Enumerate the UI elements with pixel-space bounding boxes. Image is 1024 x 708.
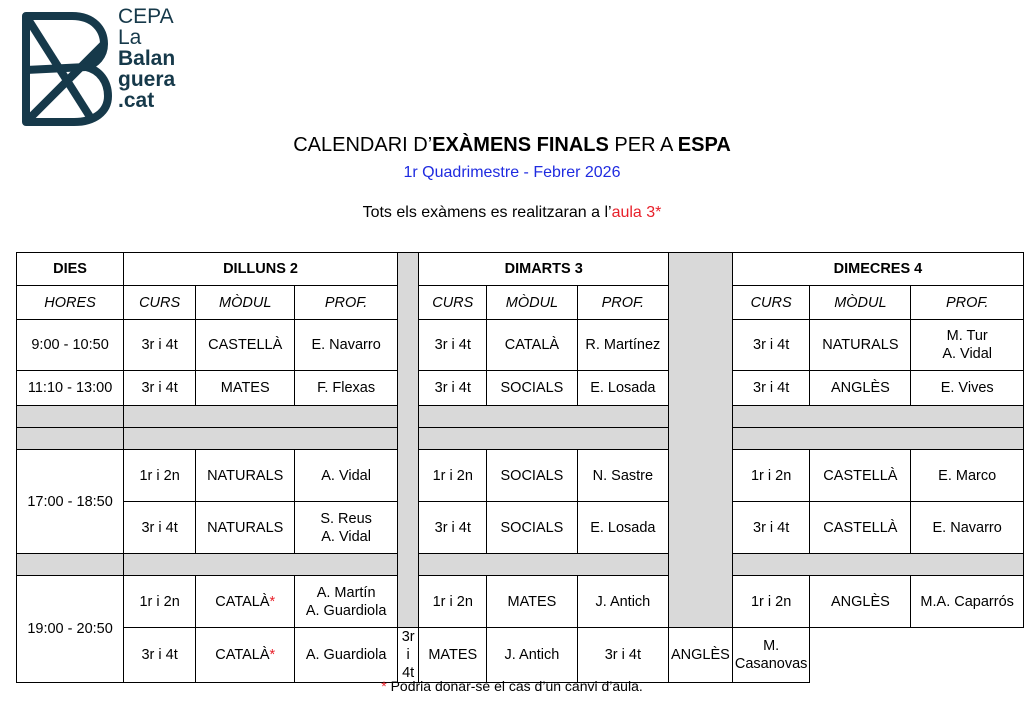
title-part-bold: ESPA: [677, 134, 731, 156]
modul-text: CASTELLÀ: [823, 467, 898, 484]
modul-cell: [487, 371, 577, 406]
modul-text: CATALÀ: [504, 337, 560, 353]
curs-cell: 3r i 4t: [124, 320, 196, 371]
prof-name: A. Martín: [316, 584, 376, 601]
prof-cell: [911, 371, 1024, 406]
logo-line: CEPA: [118, 5, 174, 28]
prof-name: A. Vidal: [942, 346, 993, 362]
modul-text: SOCIALS: [500, 519, 564, 536]
logo-line: guera: [118, 68, 176, 91]
footnote-star: *: [381, 678, 387, 694]
prof-name: M. Tur: [946, 328, 988, 344]
modul-text: ANGLÈS: [830, 593, 890, 610]
modul-cell: [196, 502, 295, 554]
hores-header: HORES: [17, 286, 124, 320]
prof-name: N. Sastre: [592, 467, 654, 484]
prof-cell: [577, 450, 668, 502]
curs-cell: 3r i 4t: [397, 628, 418, 683]
logo-line: Balan: [118, 47, 176, 70]
prof-cell: [577, 576, 668, 628]
prof-name: R. Martínez: [585, 337, 661, 353]
modul-text: CATALÀ: [215, 593, 270, 610]
modul-cell: [810, 371, 911, 406]
separator-row: [17, 428, 1024, 450]
prof-name: F. Flexas: [317, 380, 376, 396]
dies-header: DIES: [17, 253, 124, 286]
modul-text: MATES: [428, 647, 478, 663]
modul-cell: [419, 628, 487, 683]
modul-cell: [810, 320, 911, 371]
prof-cell: [577, 371, 668, 406]
prof-cell: [911, 576, 1024, 628]
logo-wordmark: [118, 6, 175, 111]
title-part: PER A: [608, 134, 678, 156]
separator-cell: [419, 406, 669, 428]
separator-cell: [732, 428, 1023, 450]
prof-cell: [295, 502, 398, 554]
table-subheader-row: [17, 286, 1024, 320]
modul-cell: [196, 576, 295, 628]
modul-cell: [196, 371, 295, 406]
modul-header: MÒDUL: [487, 286, 577, 320]
modul-cell: [669, 628, 733, 683]
modul-text: NATURALS: [207, 519, 284, 536]
modul-text: NATURALS: [822, 337, 899, 353]
curs-cell: 3r i 4t: [124, 628, 196, 683]
curs-cell: 1r i 2n: [124, 576, 196, 628]
time-cell: 11:10 - 13:00: [17, 371, 124, 406]
curs-header: CURS: [419, 286, 487, 320]
prof-header: PROF.: [911, 286, 1024, 320]
note-text: Tots els exàmens es realitzaran a l’: [362, 204, 612, 221]
time-cell: 19:00 - 20:50: [17, 576, 124, 683]
prof-name: E. Navarro: [311, 337, 381, 353]
prof-cell: [295, 371, 398, 406]
separator-cell: [419, 554, 669, 576]
curs-cell: 3r i 4t: [577, 628, 668, 683]
prof-name: A. Vidal: [321, 528, 371, 545]
curs-cell: 1r i 2n: [419, 450, 487, 502]
modul-text: CASTELLÀ: [823, 519, 898, 536]
note-highlight: aula 3*: [611, 204, 662, 221]
modul-star: *: [269, 593, 276, 610]
separator-cell: [17, 554, 124, 576]
modul-header: MÒDUL: [810, 286, 911, 320]
prof-cell: [295, 628, 398, 683]
prof-name: A. Vidal: [321, 467, 371, 484]
day-header: DIMARTS 3: [419, 253, 669, 286]
exam-schedule-table: [16, 252, 1024, 683]
curs-cell: 3r i 4t: [124, 502, 196, 554]
separator-row: [17, 406, 1024, 428]
separator-cell: [124, 406, 398, 428]
prof-name: J. Antich: [595, 593, 651, 610]
prof-cell: [577, 320, 668, 371]
prof-cell: [577, 502, 668, 554]
modul-header: MÒDUL: [196, 286, 295, 320]
day-header: DIMECRES 4: [732, 253, 1023, 286]
modul-star: *: [269, 647, 276, 663]
curs-cell: 1r i 2n: [732, 576, 810, 628]
table-row: [17, 371, 1024, 406]
prof-name: M.A. Caparrós: [920, 593, 1014, 610]
prof-cell: [911, 450, 1024, 502]
curs-cell: 3r i 4t: [419, 502, 487, 554]
modul-text: CASTELLÀ: [208, 337, 283, 353]
modul-cell: [810, 576, 911, 628]
curs-header: CURS: [732, 286, 810, 320]
logo-line: .cat: [118, 89, 155, 112]
time-cell: 17:00 - 18:50: [17, 450, 124, 554]
separator-cell: [124, 428, 398, 450]
modul-cell: [487, 320, 577, 371]
curs-cell: 1r i 2n: [124, 450, 196, 502]
modul-text: ANGLÈS: [830, 380, 890, 396]
separator-cell: [419, 428, 669, 450]
modul-text: SOCIALS: [500, 467, 564, 484]
modul-text: ANGLÈS: [671, 647, 730, 663]
logo-b-mark-icon: [20, 10, 112, 126]
separator-row: [17, 554, 1024, 576]
title-part-bold: EXÀMENS FINALS: [432, 134, 609, 156]
prof-name: S. Reus: [320, 510, 372, 527]
separator-cell: [124, 554, 398, 576]
modul-cell: [487, 576, 577, 628]
table-row: [17, 450, 1024, 502]
title-part: CALENDARI D’: [293, 134, 433, 156]
prof-header: PROF.: [295, 286, 398, 320]
prof-cell: [295, 320, 398, 371]
prof-name: J. Antich: [504, 647, 560, 663]
column-gap: [669, 253, 733, 628]
table-row: [17, 320, 1024, 371]
modul-text: NATURALS: [207, 467, 284, 484]
modul-cell: [196, 320, 295, 371]
column-gap: [397, 253, 418, 628]
page-title: [0, 133, 1024, 157]
prof-name: M. Casanovas: [734, 638, 808, 672]
prof-name: E. Vives: [940, 380, 994, 396]
footnote: [0, 678, 1024, 694]
curs-cell: 3r i 4t: [124, 371, 196, 406]
curs-cell: 3r i 4t: [732, 320, 810, 371]
modul-cell: [810, 450, 911, 502]
modul-text: CATALÀ: [215, 647, 270, 663]
modul-cell: [487, 502, 577, 554]
prof-name: E. Losada: [590, 519, 656, 536]
table-row: [17, 628, 1024, 683]
day-header: DILLUNS 2: [124, 253, 398, 286]
curs-cell: 1r i 2n: [732, 450, 810, 502]
modul-text: SOCIALS: [500, 380, 564, 396]
modul-text: MATES: [507, 593, 557, 610]
prof-header: PROF.: [577, 286, 668, 320]
prof-cell: [295, 576, 398, 628]
curs-header: CURS: [124, 286, 196, 320]
prof-cell: [911, 502, 1024, 554]
prof-cell: [911, 320, 1024, 371]
prof-name: E. Marco: [938, 467, 997, 484]
curs-cell: 3r i 4t: [732, 502, 810, 554]
prof-cell: [487, 628, 577, 683]
modul-cell: [196, 450, 295, 502]
prof-name: E. Navarro: [932, 519, 1002, 536]
curs-cell: 3r i 4t: [419, 371, 487, 406]
separator-cell: [732, 406, 1023, 428]
location-note: [0, 204, 1024, 222]
prof-name: A. Guardiola: [305, 647, 387, 663]
separator-cell: [17, 406, 124, 428]
time-cell: 9:00 - 10:50: [17, 320, 124, 371]
separator-cell: [17, 428, 124, 450]
curs-cell: 3r i 4t: [732, 371, 810, 406]
modul-cell: [196, 628, 295, 683]
logo: [20, 6, 205, 126]
table-header-row: [17, 253, 1024, 286]
prof-cell: [732, 628, 810, 683]
prof-cell: [295, 450, 398, 502]
footnote-text: Podria donar-se el cas d’un canvi d’aula.: [386, 678, 643, 694]
modul-cell: [487, 450, 577, 502]
prof-name: A. Guardiola: [305, 602, 387, 619]
curs-cell: 3r i 4t: [419, 320, 487, 371]
page-subtitle: 1r Quadrimestre - Febrer 2026: [403, 164, 621, 181]
curs-cell: 1r i 2n: [419, 576, 487, 628]
prof-name: E. Losada: [590, 380, 656, 396]
logo-line: La: [118, 26, 142, 49]
separator-cell: [732, 554, 1023, 576]
table-row: [17, 576, 1024, 628]
modul-cell: [810, 502, 911, 554]
table-row: [17, 502, 1024, 554]
modul-text: MATES: [220, 380, 270, 396]
